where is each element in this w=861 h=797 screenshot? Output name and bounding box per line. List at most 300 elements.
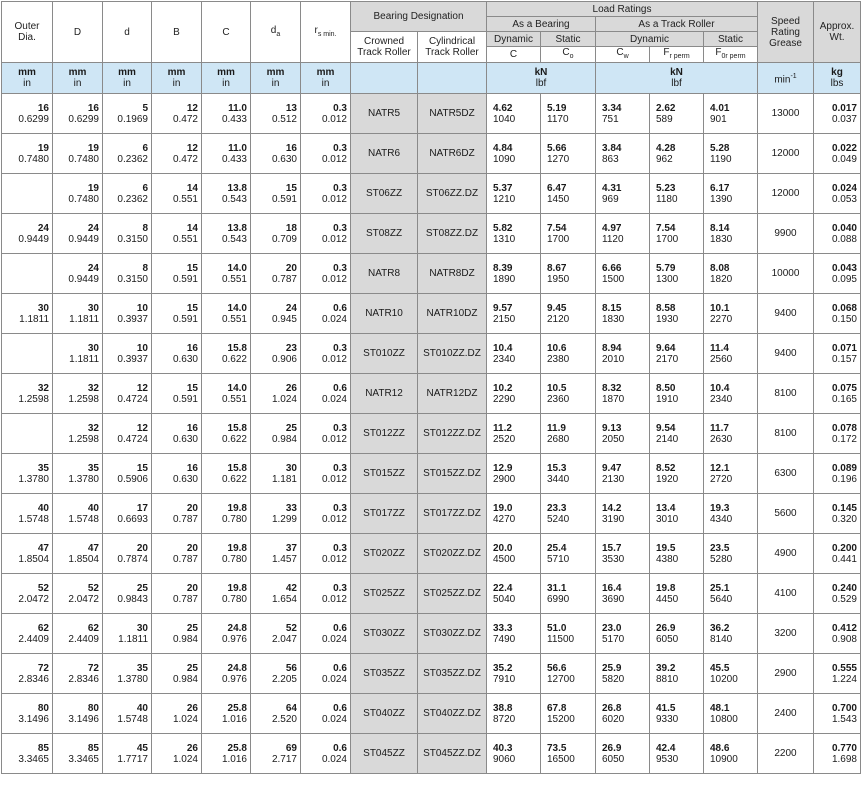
cell-metric-value: 4.01 <box>710 102 730 114</box>
cell-fr <box>650 614 704 654</box>
cell-imperial-value: 1270 <box>547 153 570 165</box>
cell-da <box>251 174 301 214</box>
cell-imperial-value: 0.012 <box>321 473 347 485</box>
table-row <box>2 534 861 574</box>
cell-wt <box>814 334 861 374</box>
cell-imperial-value: 2.520 <box>271 713 297 725</box>
cell-d <box>53 134 103 174</box>
cell-metric-value: 23 <box>285 342 297 354</box>
cell-rs <box>301 534 351 574</box>
cell-imperial-value: 1.024 <box>172 753 198 765</box>
cell-metric-value: 31.1 <box>547 582 567 594</box>
cell-imperial-value: 0.622 <box>221 473 247 485</box>
cell-imperial-value: 1.1811 <box>69 313 99 325</box>
cell-od <box>2 534 53 574</box>
cell-speed: 13000 <box>758 94 814 134</box>
cell-imperial-value: 0.433 <box>221 113 247 125</box>
header-static-track: Static <box>704 32 758 47</box>
cell-metric-value: 15.8 <box>227 422 247 434</box>
cell-imperial-value: 2140 <box>656 433 679 445</box>
cell-imperial-value: 2.0472 <box>68 593 99 605</box>
header-as-bearing: As a Bearing <box>487 17 596 32</box>
cell-cdyn <box>487 294 541 334</box>
unit-mm-in: mm in <box>53 63 103 94</box>
cell-metric-value: 80 <box>87 702 99 714</box>
cell-b <box>152 494 202 534</box>
cell-cw <box>596 294 650 334</box>
cell-metric-value: 0.6 <box>333 302 347 314</box>
cell-for <box>704 494 758 534</box>
cell-imperial-value: 5640 <box>710 593 733 605</box>
data-rows <box>2 94 861 774</box>
cell-for <box>704 574 758 614</box>
cell-metric-value: 25.8 <box>227 742 247 754</box>
cell-imperial-value: 1.016 <box>221 753 247 765</box>
cell-metric-value: 7.54 <box>656 222 676 234</box>
cell-metric-value: 11.0 <box>228 142 247 154</box>
cell-od <box>2 214 53 254</box>
cell-metric-value: 0.3 <box>333 502 347 514</box>
cell-imperial-value: 0.945 <box>271 313 297 325</box>
cell-metric-value: 16.4 <box>602 582 622 594</box>
cell-rs <box>301 334 351 374</box>
cell-imperial-value: 1950 <box>547 273 570 285</box>
cell-metric-value: 16 <box>186 342 198 354</box>
cell-metric-value: 41.5 <box>656 702 676 714</box>
unit-kg-lbs: kg lbs <box>814 63 861 94</box>
cell-co <box>541 734 596 774</box>
cell-metric-value: 12 <box>186 142 198 154</box>
cell-metric-value: 24.8 <box>227 662 247 674</box>
cell-imperial-value: 0.906 <box>271 353 297 365</box>
cell-od <box>2 174 53 214</box>
table-row <box>2 414 861 454</box>
cell-metric-value: 13.8 <box>227 182 247 194</box>
cell-cdyn <box>487 574 541 614</box>
cell-imperial-value: 0.622 <box>221 433 247 445</box>
cell-b <box>152 374 202 414</box>
table-row <box>2 374 861 414</box>
cell-metric-value: 5.28 <box>710 142 730 154</box>
unit-mm-in: mm in <box>202 63 251 94</box>
cell-metric-value: 30 <box>136 622 148 634</box>
cell-d <box>53 574 103 614</box>
cell-imperial-value: 0.472 <box>172 153 198 165</box>
cell-crowned: ST08ZZ <box>351 214 418 254</box>
header-Co: $C_o$ <box>541 47 596 63</box>
cell-metric-value: 36.2 <box>710 622 730 634</box>
cell-speed: 12000 <box>758 174 814 214</box>
cell-metric-value: 42 <box>285 582 297 594</box>
cell-metric-value: 85 <box>87 742 99 754</box>
cell-metric-value: 0.071 <box>831 342 857 354</box>
cell-imperial-value: 0.7874 <box>117 553 148 565</box>
cell-cyl: NATR12DZ <box>418 374 487 414</box>
cell-for <box>704 254 758 294</box>
cell-co <box>541 94 596 134</box>
cell-fr <box>650 254 704 294</box>
cell-imperial-value: 0.622 <box>221 353 247 365</box>
cell-wt <box>814 94 861 134</box>
cell-imperial-value: 1.698 <box>831 753 857 765</box>
cell-rs <box>301 294 351 334</box>
cell-b <box>152 574 202 614</box>
cell-imperial-value: 3440 <box>547 473 570 485</box>
cell-imperial-value: 2630 <box>710 433 733 445</box>
cell-metric-value: 25 <box>186 622 198 634</box>
cell-metric-value: 8.52 <box>656 462 676 474</box>
cell-imperial-value: 0.780 <box>221 593 247 605</box>
cell-speed: 12000 <box>758 134 814 174</box>
cell-imperial-value: 0.908 <box>831 633 857 645</box>
cell-da <box>251 214 301 254</box>
unit-mm-in: mm in <box>301 63 351 94</box>
cell-rs <box>301 94 351 134</box>
header-outer-dia: Outer Dia. <box>2 2 53 63</box>
cell-crowned: ST030ZZ <box>351 614 418 654</box>
cell-imperial-value: 2560 <box>710 353 733 365</box>
cell-metric-value: 47 <box>87 542 99 554</box>
cell-imperial-value: 2.8346 <box>18 673 49 685</box>
cell-metric-value: 3.34 <box>602 102 622 114</box>
cell-imperial-value: 3.1496 <box>18 713 49 725</box>
cell-crowned: ST010ZZ <box>351 334 418 374</box>
cell-metric-value: 51.0 <box>547 622 567 634</box>
cell-wt <box>814 534 861 574</box>
cell-metric-value: 16 <box>186 462 198 474</box>
cell-imperial-value: 1.224 <box>831 673 857 685</box>
cell-co <box>541 374 596 414</box>
cell-metric-value: 62 <box>37 622 49 634</box>
cell-crowned: NATR6 <box>351 134 418 174</box>
cell-metric-value: 22.4 <box>493 582 513 594</box>
cell-metric-value: 19.8 <box>227 542 247 554</box>
cell-c <box>202 134 251 174</box>
cell-imperial-value: 7910 <box>493 673 516 685</box>
cell-d <box>103 254 152 294</box>
cell-imperial-value: 0.012 <box>321 273 347 285</box>
cell-da <box>251 734 301 774</box>
cell-cyl: ST020ZZ.DZ <box>418 534 487 574</box>
cell-imperial-value: 3190 <box>602 513 625 525</box>
cell-b <box>152 214 202 254</box>
cell-imperial-value: 0.976 <box>221 633 247 645</box>
cell-cw <box>596 374 650 414</box>
cell-imperial-value: 2520 <box>493 433 516 445</box>
cell-metric-value: 16 <box>285 142 297 154</box>
cell-metric-value: 10 <box>136 342 148 354</box>
cell-metric-value: 10.4 <box>710 382 730 394</box>
cell-imperial-value: 0.150 <box>831 313 857 325</box>
cell-fr <box>650 374 704 414</box>
cell-imperial-value: 0.551 <box>221 393 247 405</box>
cell-metric-value: 11.4 <box>710 342 729 354</box>
cell-imperial-value: 0.7480 <box>68 153 99 165</box>
cell-imperial-value: 0.551 <box>221 273 247 285</box>
cell-cw <box>596 134 650 174</box>
cell-rs <box>301 254 351 294</box>
cell-for <box>704 534 758 574</box>
cell-c <box>202 534 251 574</box>
cell-imperial-value: 0.024 <box>321 633 347 645</box>
cell-metric-value: 20 <box>186 582 198 594</box>
cell-imperial-value: 0.024 <box>321 313 347 325</box>
cell-metric-value: 18 <box>285 222 297 234</box>
cell-imperial-value: 0.630 <box>172 353 198 365</box>
cell-metric-value: 4.97 <box>602 222 622 234</box>
cell-speed: 9900 <box>758 214 814 254</box>
cell-d <box>103 574 152 614</box>
cell-imperial-value: 10800 <box>710 713 738 725</box>
cell-for <box>704 694 758 734</box>
cell-imperial-value: 1.024 <box>172 713 198 725</box>
cell-for <box>704 614 758 654</box>
cell-imperial-value: 6050 <box>602 753 625 765</box>
cell-imperial-value: 4450 <box>656 593 679 605</box>
table-row <box>2 94 861 134</box>
cell-d <box>53 94 103 134</box>
cell-c <box>202 254 251 294</box>
cell-imperial-value: 0.630 <box>172 433 198 445</box>
cell-metric-value: 0.089 <box>831 462 857 474</box>
cell-c <box>202 494 251 534</box>
cell-for <box>704 94 758 134</box>
cell-metric-value: 0.412 <box>831 622 857 634</box>
cell-crowned: ST040ZZ <box>351 694 418 734</box>
cell-metric-value: 40.3 <box>493 742 513 754</box>
cell-imperial-value: 7490 <box>493 633 516 645</box>
cell-rs <box>301 134 351 174</box>
header-static: Static <box>541 32 596 47</box>
cell-metric-value: 0.3 <box>333 542 347 554</box>
cell-imperial-value: 0.157 <box>831 353 857 365</box>
cell-metric-value: 52 <box>37 582 49 594</box>
cell-imperial-value: 3.3465 <box>68 753 99 765</box>
cell-imperial-value: 5240 <box>547 513 570 525</box>
cell-imperial-value: 1210 <box>493 193 516 205</box>
cell-fr <box>650 654 704 694</box>
cell-imperial-value: 1.1811 <box>69 353 99 365</box>
cell-imperial-value: 0.591 <box>172 313 198 325</box>
cell-imperial-value: 0.984 <box>172 673 198 685</box>
cell-d <box>103 174 152 214</box>
cell-metric-value: 10.1 <box>710 302 730 314</box>
cell-imperial-value: 2050 <box>602 433 625 445</box>
cell-metric-value: 0.6 <box>333 662 347 674</box>
cell-imperial-value: 0.6693 <box>117 513 148 525</box>
cell-metric-value: 17 <box>136 502 148 514</box>
cell-d <box>53 454 103 494</box>
cell-cyl: ST012ZZ.DZ <box>418 414 487 454</box>
cell-metric-value: 32 <box>37 382 49 394</box>
cell-metric-value: 11.7 <box>710 422 729 434</box>
cell-imperial-value: 2.047 <box>271 633 297 645</box>
cell-metric-value: 0.3 <box>333 342 347 354</box>
cell-cw <box>596 94 650 134</box>
cell-imperial-value: 0.5906 <box>117 473 148 485</box>
cell-imperial-value: 0.095 <box>831 273 857 285</box>
cell-metric-value: 5.82 <box>493 222 513 234</box>
cell-co <box>541 614 596 654</box>
cell-cyl: ST030ZZ.DZ <box>418 614 487 654</box>
cell-metric-value: 8.58 <box>656 302 676 314</box>
cell-metric-value: 6 <box>142 142 148 154</box>
cell-imperial-value: 2150 <box>493 313 516 325</box>
header-da: $d_a$ <box>251 2 301 63</box>
cell-c <box>202 574 251 614</box>
cell-c <box>202 174 251 214</box>
cell-cyl: ST08ZZ.DZ <box>418 214 487 254</box>
cell-crowned: NATR5 <box>351 94 418 134</box>
cell-fr <box>650 294 704 334</box>
cell-imperial-value: 2.205 <box>271 673 297 685</box>
cell-imperial-value: 1180 <box>656 193 678 205</box>
cell-metric-value: 15.3 <box>547 462 567 474</box>
cell-imperial-value: 0.787 <box>172 593 198 605</box>
cell-metric-value: 14.2 <box>602 502 622 514</box>
cell-metric-value: 0.022 <box>831 142 857 154</box>
cell-od <box>2 414 53 454</box>
cell-c <box>202 654 251 694</box>
cell-imperial-value: 0.012 <box>321 353 347 365</box>
cell-cdyn <box>487 214 541 254</box>
cell-cyl: NATR8DZ <box>418 254 487 294</box>
cell-imperial-value: 4270 <box>493 513 516 525</box>
cell-c <box>202 694 251 734</box>
cell-metric-value: 4.84 <box>493 142 513 154</box>
cell-imperial-value: 3530 <box>602 553 625 565</box>
cell-speed: 2900 <box>758 654 814 694</box>
cell-metric-value: 0.3 <box>333 182 347 194</box>
cell-speed: 9400 <box>758 294 814 334</box>
cell-metric-value: 15.7 <box>602 542 622 554</box>
cell-metric-value: 0.075 <box>831 382 857 394</box>
cell-crowned: NATR10 <box>351 294 418 334</box>
header-For-perm: $F_{0r perm}$ <box>704 47 758 63</box>
cell-metric-value: 19.3 <box>710 502 730 514</box>
cell-metric-value: 67.8 <box>547 702 567 714</box>
cell-imperial-value: 0.2362 <box>117 153 148 165</box>
cell-metric-value: 24 <box>87 262 99 274</box>
cell-imperial-value: 11500 <box>547 633 575 645</box>
cell-d <box>53 334 103 374</box>
cell-metric-value: 0.078 <box>831 422 857 434</box>
cell-metric-value: 26.9 <box>602 742 622 754</box>
cell-da <box>251 494 301 534</box>
cell-imperial-value: 0.630 <box>172 473 198 485</box>
unit-mm-in: mm in <box>152 63 202 94</box>
units-row <box>2 63 861 94</box>
cell-imperial-value: 0.433 <box>221 153 247 165</box>
cell-imperial-value: 2270 <box>710 313 733 325</box>
cell-co <box>541 454 596 494</box>
cell-metric-value: 19.5 <box>656 542 676 554</box>
cell-cdyn <box>487 94 541 134</box>
bearing-spec-table <box>1 1 861 774</box>
cell-wt <box>814 374 861 414</box>
cell-cw <box>596 494 650 534</box>
units-row-group <box>2 63 861 94</box>
cell-cyl: ST017ZZ.DZ <box>418 494 487 534</box>
cell-metric-value: 35 <box>37 462 49 474</box>
cell-cyl: ST06ZZ.DZ <box>418 174 487 214</box>
header-dynamic-track: Dynamic <box>596 32 704 47</box>
cell-metric-value: 0.040 <box>831 222 857 234</box>
cell-metric-value: 14.0 <box>227 382 247 394</box>
cell-imperial-value: 1120 <box>602 233 624 245</box>
cell-speed: 5600 <box>758 494 814 534</box>
cell-b <box>152 614 202 654</box>
cell-metric-value: 25 <box>186 662 198 674</box>
cell-metric-value: 26 <box>186 742 198 754</box>
cell-imperial-value: 751 <box>602 113 619 125</box>
cell-imperial-value: 1.2598 <box>18 393 49 405</box>
cell-od <box>2 134 53 174</box>
table-row <box>2 334 861 374</box>
cell-imperial-value: 0.9449 <box>68 273 99 285</box>
cell-imperial-value: 0.4724 <box>117 433 148 445</box>
cell-imperial-value: 2130 <box>602 473 625 485</box>
cell-metric-value: 25.9 <box>602 662 622 674</box>
cell-imperial-value: 3.3465 <box>18 753 49 765</box>
cell-metric-value: 0.3 <box>333 422 347 434</box>
cell-imperial-value: 2.8346 <box>68 673 99 685</box>
cell-fr <box>650 214 704 254</box>
header-cylindrical-track-roller: Cylindrical Track Roller <box>418 32 487 63</box>
header-approx-weight: Approx. Wt. <box>814 2 861 63</box>
cell-imperial-value: 2680 <box>547 433 570 445</box>
cell-imperial-value: 0.024 <box>321 753 347 765</box>
cell-metric-value: 56.6 <box>547 662 567 674</box>
cell-metric-value: 24 <box>37 222 49 234</box>
cell-co <box>541 574 596 614</box>
cell-metric-value: 23.5 <box>710 542 730 554</box>
cell-d <box>53 214 103 254</box>
cell-imperial-value: 0.012 <box>321 513 347 525</box>
cell-metric-value: 42.4 <box>656 742 676 754</box>
cell-da <box>251 94 301 134</box>
cell-metric-value: 0.770 <box>831 742 857 754</box>
cell-cw <box>596 174 650 214</box>
cell-crowned: NATR8 <box>351 254 418 294</box>
cell-wt <box>814 614 861 654</box>
cell-imperial-value: 1700 <box>547 233 570 245</box>
cell-imperial-value: 1920 <box>656 473 679 485</box>
cell-c <box>202 334 251 374</box>
cell-imperial-value: 1310 <box>493 233 516 245</box>
cell-imperial-value: 1930 <box>656 313 679 325</box>
header-Cw: $C_w$ <box>596 47 650 63</box>
table-row <box>2 254 861 294</box>
cell-d <box>103 694 152 734</box>
cell-imperial-value: 0.9449 <box>18 233 49 245</box>
header-Fr-perm: $F_{r perm}$ <box>650 47 704 63</box>
cell-metric-value: 12 <box>186 102 198 114</box>
cell-metric-value: 38.8 <box>493 702 513 714</box>
cell-metric-value: 48.1 <box>710 702 730 714</box>
cell-metric-value: 3.84 <box>602 142 622 154</box>
cell-d <box>103 534 152 574</box>
cell-b <box>152 334 202 374</box>
cell-cyl: NATR5DZ <box>418 94 487 134</box>
cell-metric-value: 15 <box>186 262 198 274</box>
cell-d <box>103 454 152 494</box>
cell-metric-value: 9.54 <box>656 422 676 434</box>
cell-metric-value: 10.5 <box>547 382 567 394</box>
cell-da <box>251 534 301 574</box>
cell-cyl: ST010ZZ.DZ <box>418 334 487 374</box>
cell-metric-value: 15.8 <box>227 342 247 354</box>
